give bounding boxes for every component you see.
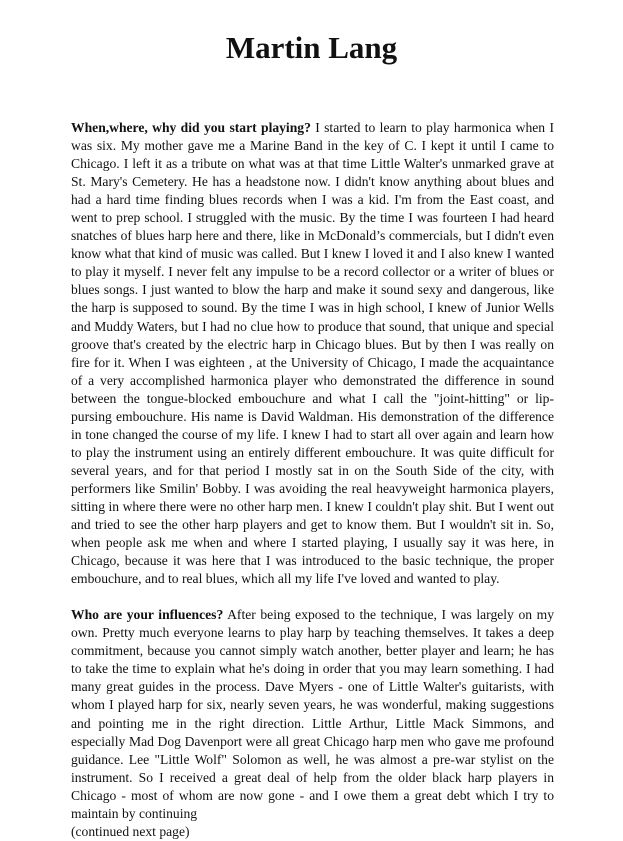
paragraph-influences [71,606,554,841]
answer-start-playing: I started to learn to play harmonica when I was six. My mother gave me a Marine Band in the key of C. I kept it until I came to Chicago. I left it as a tribute on what was at that time Little Walter's unmarked grave at St. Mary's Cemetery. He has a headstone now. I didn't know anything about blues and had a hard time finding blues records when I was a kid. I'm from the East coast, and went to prep school. I struggled with the music. By the time I was fourteen I had heard snatches of blues harp here and there, like in McDonald’s commercials, but I didn't even know what that kind of music was called. But I knew I loved it and I also knew I wanted to play it myself. I never felt any impulse to be a record collector or a writer of blues or blues songs. I just wanted to blow the harp and make it sound sexy and dangerous, like the harp is supposed to sound. By the time I was in high school, I knew of Junior Wells and Muddy Waters, but I had no clue how to produce that sound, that unique and special groove that's created by the electric harp in Chicago blues. But by then I was really on fire for it. When I was eighteen , at the University of Chicago, I made the acquaintance of a very accomplished harmonica player who demonstrated the difference in sound between the tongue-blocked embouchure and what I call the "joint-hitting" or lip-pursing embouchure. His name is David Waldman. His demonstration of the difference in tone changed the course of my life. I knew I had to start all over again and learn how to play the instrument using an entirely different embouchure. It was quite difficult for several years, and for that period I mostly sat in on the South Side of the city, with performers like Smilin' Bobby. I was avoiding the real heavyweight harmonica players, sitting in where there were no other harp men. I knew I couldn't play shit. But I went out and tried to see the other harp players and get to know them. But I wouldn't sit in. So, when people ask me when and where I started playing, I usually say it was here, in Chicago, because it was here that I was introduced to the basic technique, the proper embouchure, and to real blues, which all my life I've loved and wanted to play. [71,120,554,587]
paragraph-start-playing [71,119,554,588]
answer-influences: After being exposed to the technique, I was largely on my own. Pretty much everyone learns to play harp by teaching themselves. It takes a deep commitment, because you cannot simply watch another, better player and learn; he has to take the time to explain what he's doing in order that you may learn something. I had many great guides in the process. Dave Myers - one of Little Walter's guitarists, with whom I played harp for six, nearly seven years, he was wonderful, making suggestions and pointing me in the right direction. Little Arthur, Little Mack Simmons, and especially Mad Dog Davenport were all great Chicago harp men who gave me profound guidance. Lee "Little Wolf" Solomon as well, he was almost a pre-war stylist on the instrument. So I received a great deal of help from the older black harp players in Chicago - most of whom are now gone - and I owe them a great debt which I try to maintain by continuing [71,607,554,821]
continued-note: (continued next page) [71,823,190,839]
page-title: Martin Lang [225,30,398,65]
question-start-playing: When,where, why did you start playing? [71,120,311,135]
document-body [71,119,554,841]
question-influences: Who are your influences? [71,607,224,623]
